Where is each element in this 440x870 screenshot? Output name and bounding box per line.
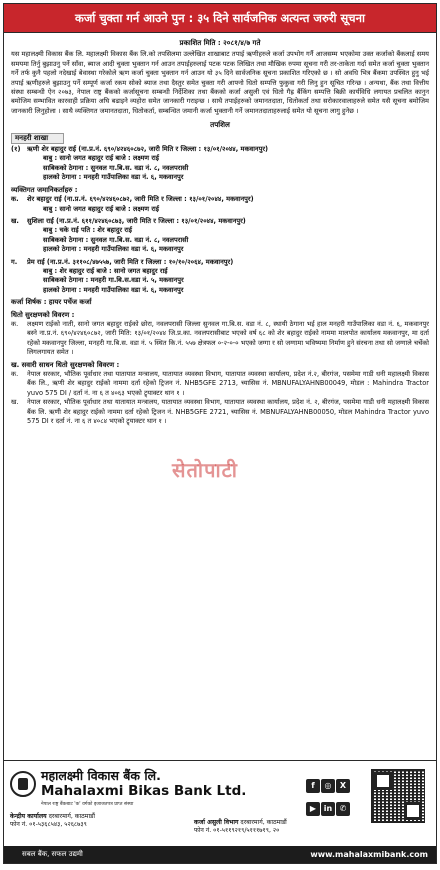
x-icon[interactable]: X xyxy=(336,779,350,793)
guarantor-c-line: प्रेम राई (ना.प्र.नं. ३११०८/४७५५७, जारी मिति र जिल्ला : १०/१०/२०६४, मकवानपुर) xyxy=(27,257,234,266)
loan-heading: कर्जा शिर्षक : हायर पर्चेज कर्जा xyxy=(11,298,92,307)
bank-tagline: सबल बैंक, सफल उद्यमी xyxy=(22,850,83,858)
viber-icon[interactable]: ✆ xyxy=(336,802,350,816)
vehicle-a-text: नेपाल सरकार, भौतिक पूर्वाधार तथा यातायात मन्त्रालय, यातायात व्यवस्था विभाग, यातायात व्यवस्था कार्यालय, प्रदेश नं.२, बीरगंज, पसमेमा गाडी धनी महालक्ष्मी विकास बैंक लि., ऋणी शेर बहादुर राईको नाममा दर्ता रहेको ट्रिजन नं. NHB5GFE 2713, च्यासिस नं. MBNUFALYAHNB00049, मोडल : Mahindra Tractor yuvo 575 DI / दर्ता नं. ना ६ त ४०६३ भएको ट्र्याक्टर थान १ । xyxy=(27,370,429,397)
guarantor-b xyxy=(11,217,429,255)
bank-logo-icon xyxy=(10,771,36,797)
borrower-current-address: हालको ठेगाना : मनहरी गाउँपालिका वडा नं. ६, मकवानपुर xyxy=(43,173,184,182)
land-collateral-title: धितो सुरक्षणको विवरण : xyxy=(11,310,75,319)
bank-name-nepali: महालक्ष्मी विकास बैंक लि. xyxy=(41,768,161,783)
central-office-label: केन्द्रीय कार्यालय xyxy=(10,813,47,820)
guarantor-c-prev-address: साबिकको ठेगाना : मनहरी गा.बि.स.वडा नं. ५, मकवानपुर xyxy=(43,276,184,285)
tapsil-title: तपशिल xyxy=(210,120,230,130)
notice-header: कर्जा चुक्ता गर्न आउने पुन : ३५ दिने सार्वजनिक अत्यन्त जरुरी सूचना xyxy=(4,4,436,33)
land-collateral xyxy=(11,320,429,358)
notice-intro: यस महालक्ष्मी विकास बैंक लि. महालक्ष्मी विकास बैंक लि.को तपसिलमा उल्लेखित शाखाबाट तपाई ऋणीहरुले कर्जा उपभोग गर्नै आजसम्म भएकोमा उक्त कर्जाको बैंकलाई समय समयमा तिर्नु बुझाउनु पर्ने साँवा, ब्याज आदी चुक्ता भुक्तान गर्न आउन तपाईहरुलाई पटक पटक लिखित तथा मौखिक रुपमा सूचना गरी तर-ताकेता गर्दा समेत कर्जा चुक्ता भुक्तान गर्ने तर्फ कुनै पहलो नदेखाई बेवास्था गरेकोले ऋण कर्जा चुक्ता भुक्तान गर्न आउन यो ३५ दिने सार्वजनिक सूचना प्रकाशित गरिएको छ । सो अवधि भित्र बैंकमा उपस्थित हुनु भई तपाई ऋणीहरुले बुझाउनु पर्ने सम्पूर्ण कर्जा रकम सोको ब्याज तथा दैस्तुर समेत चुक्ता गरी आफ्नो धितो सम्पत्ति फुकुवा गरी लिनु हुन सूचित गरिन्छ । अन्यथा, बैंक तथा वित्तीय संस्था सम्बन्धी ऐन २०७३, नेपाल राष्ट्र बैंकको कर्जासूचना सम्बन्धी निर्देशिका तथा बैंकको कर्जा असुली एवं धितो गैह्र बैंकिंग सम्पत्ति बिक्री कार्यविधि लगायत प्रचलित कानुन बमोजिम सम्भावित कारवाही प्रक्रिया अघि बढाइने व्यहोरा समेत जानकारी गराइन्छ । साथै तपाईहरुको जमानतदाता, धितोकर्ता तथा सरोकारवालाहरुले समेत यसै सूचना बमोजिम जानकारी लिनुहोला । साथै व्यक्तिगत जमानतदाता, धितोकर्ता, सम्बन्धित जमानी कर्जा भुक्तानी गर्ने जमानतदाताहरुलाई समेत यो सूचना लागु हुनेछ । xyxy=(11,50,429,115)
guarantor-b-father: बाबु : चके राई पति : शेर बहादुर राई xyxy=(43,226,132,235)
instagram-icon[interactable]: ◎ xyxy=(321,779,335,793)
borrower-line: ऋणी शेर बहादुर राई (ना.प्र.नं. ६९०/४२४६०८७२, जारी मिति र जिल्ला : १३/०१/२०४४, मकवानपुर) xyxy=(27,145,269,154)
qr-code-icon[interactable] xyxy=(371,769,425,823)
publish-date: प्रकाशित मिति : २०८१/४/७ गते xyxy=(179,39,261,47)
guarantor-a-line: शेर बहादुर राई (ना.प्र.नं. ६९०/४२४६०८७२, जारी मिति र जिल्ला : १३/०१/२०४४, मकवानपुर) xyxy=(27,195,254,204)
guarantor-b-line: सुशिला राई (ना.प्र.नं. ६११/४२४६०८७३, जारी मिति र जिल्ला : १३/०१/२०४४, मकवानपुर) xyxy=(27,216,246,225)
borrower-block xyxy=(11,145,429,183)
facebook-icon[interactable]: f xyxy=(306,779,320,793)
bank-footer xyxy=(4,760,436,847)
vehicle-b xyxy=(11,398,429,426)
guarantor-c-number: ग. xyxy=(11,257,18,266)
recovery-office-label: कर्जा असुली विभाग xyxy=(194,819,239,826)
land-collateral-text: लक्ष्मण राईको नाती, सानो जगत बहादुर राईको छोरा, नवलपरासी जिल्ला सुनवल गा.बि.स. वडा नं. ८, स्थायी ठेगाना भई हाल मनहरी गाउँपालिका वडा नं. ६, मकवानपुर बस्ने ना.प्र.नं. ६९०/४२४६०८७२, जारी मिति: १३/०१/२०४४ जि.प्र.का. नवलपरासीबाट भएको वर्ष ६८ को शेर बहादुर राईको नाममा मालपोत कार्यालय मकवानपुर, मा दर्ता रहेको मकवानपुर जिल्ला, मनहरी गा.बि.स. वडा नं. ५ स्थित कि.नं. ५५७ क्षेत्रफल ०-२-०-० भएको जग्गा र सो जग्गामा भविष्यमा निर्माण हुने संरचना तथा सो जग्गाले चर्चेको लिगलगायत समेत । xyxy=(27,319,429,357)
watermark: सेतोपाटी xyxy=(172,458,238,482)
borrower-father: बाबु : सानो जगत बहादुर राई बाजे : लक्ष्मण राई xyxy=(43,154,160,163)
guarantor-b-current-address: हालको ठेगाना : मनहरी गाउँपालिका वडा नं. ६, मकवानपुर xyxy=(43,245,184,254)
recovery-office-address: दरबारमार्ग, काठमाडौं xyxy=(240,819,287,826)
vehicle-a xyxy=(11,370,429,398)
linkedin-icon[interactable]: in xyxy=(321,802,335,816)
notice-page xyxy=(3,3,437,864)
vehicle-a-number: क. xyxy=(11,370,19,378)
guarantor-a xyxy=(11,195,429,214)
central-office xyxy=(10,813,95,830)
recovery-office-phone: फोन नं. ०१-५११९२१९/५१११७१९, २० xyxy=(194,827,280,835)
guarantor-c-current-address: हालको ठेगाना : मनहरी गाउँपालिका वडा नं. ६, मकवानपुर xyxy=(43,285,184,294)
branch-label: मनहरी शाखा xyxy=(11,133,64,144)
guarantor-a-father: बाबु : सानो जगत बहादुर राई बाजे : लक्ष्मण राई xyxy=(43,204,160,213)
borrower-prev-address: साबिकको ठेगाना : सुनवल गा.बि.स. वडा नं. ८, नवलपरासी xyxy=(43,163,189,172)
guarantor-b-prev-address: साबिकको ठेगाना : सुनवल गा.बि.स. वडा नं. ८, नवलपरासी xyxy=(43,235,189,244)
central-office-phone: फोन नं. ०१-५३६८५४३, ५२६८७३९ xyxy=(10,821,87,829)
bank-license-note: नेपाल राष्ट्र बैंकबाट 'क' वर्गको इजाजतपत्र प्राप्त संस्था xyxy=(41,802,134,807)
guarantor-title: व्यक्तिगत जमानिकर्ताहरु : xyxy=(11,185,78,194)
youtube-icon[interactable]: ▶ xyxy=(306,802,320,816)
bank-website-link[interactable]: www.mahalaxmibank.com xyxy=(310,850,428,859)
guarantor-a-number: क. xyxy=(11,195,19,204)
land-number: क. xyxy=(11,319,19,328)
social-icons xyxy=(306,773,370,819)
bottom-bar xyxy=(4,846,436,863)
guarantor-c-father: बाबु : शेर बहादुर राई बाजे : सानो जगत बहादुर राई xyxy=(43,266,168,275)
vehicle-collateral-title: ख. सवारी साधन धितो सुरक्षणको विवरण : xyxy=(11,360,120,369)
central-office-address: दरबारमार्ग, काठमाडौं xyxy=(48,813,95,820)
vehicle-b-text: नेपाल सरकार, भौतिक पूर्वाधार तथा यातायात मन्त्रालय, यातायात व्यवस्था विभाग, यातायात व्यवस्था कार्यालय, प्रदेश नं. २, बीरगंज, पसमेमा गाडी धनी महालक्ष्मी विकास बैंक लि. ऋणी शेर बहादुर राईको नाममा दर्ता रहेको ट्रिजन नं. NHB5GFE 2721, च्यासिस नं. MBNUFALYAHNB00050, मोडल Mahindra Tractor yuvo 575 DI र दर्ता नं. ना ६ त ४०८४ भएको ट्र्याक्टर थान १ । xyxy=(27,398,429,426)
guarantor-b-number: ख. xyxy=(11,216,19,225)
vehicle-b-number: ख. xyxy=(11,398,19,407)
notice-content xyxy=(4,33,436,426)
guarantor-c xyxy=(11,258,429,296)
borrower-number: (१) xyxy=(11,145,21,154)
recovery-office xyxy=(194,819,287,836)
bank-name-english: Mahalaxmi Bikas Bank Ltd. xyxy=(41,783,247,799)
